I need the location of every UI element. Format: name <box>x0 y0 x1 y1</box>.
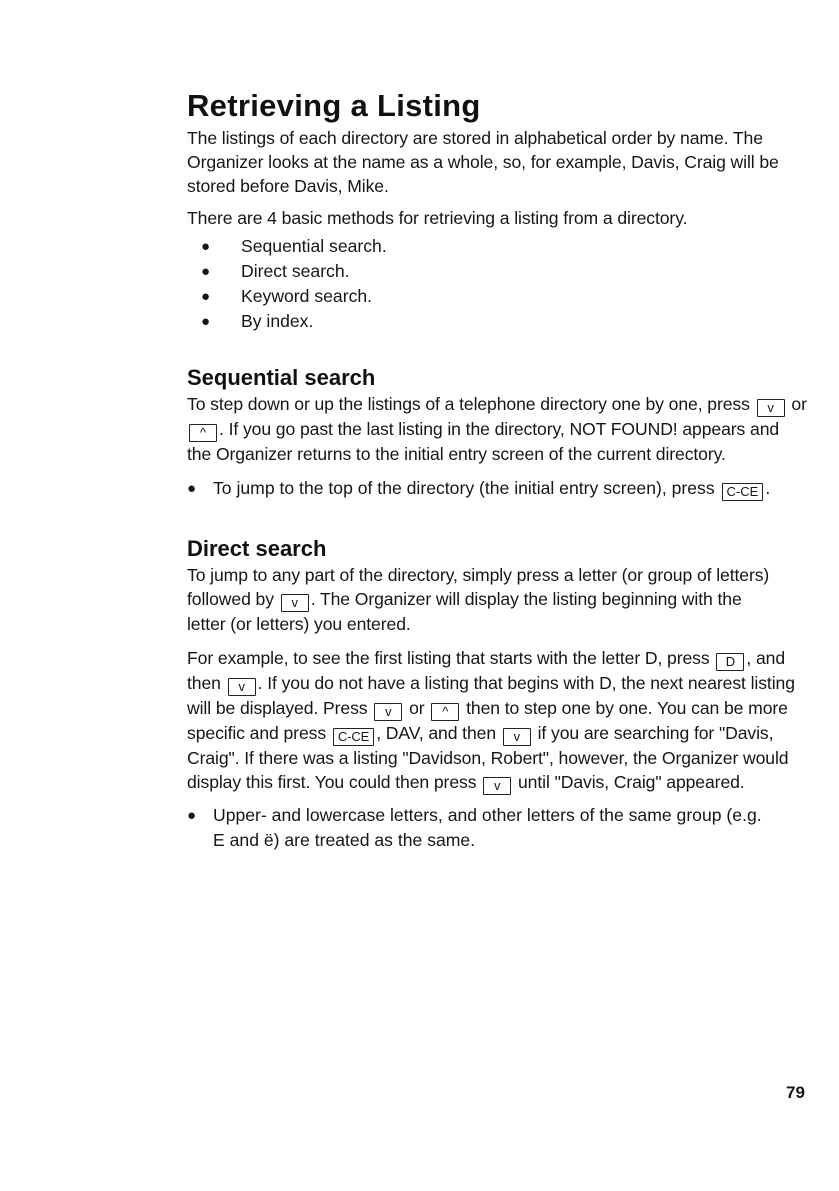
bullet-icon: ● <box>201 238 211 255</box>
down-key-icon: v <box>228 678 256 696</box>
cce-key-icon: C-CE <box>722 483 764 501</box>
page-number: 79 <box>786 1083 805 1102</box>
bullet-icon: ● <box>187 480 197 497</box>
down-key-icon: v <box>281 594 309 612</box>
direct-note: ● Upper- and lowercase letters, and other letters of the same group (e.g. E and ë) are treated as the same. <box>187 805 762 850</box>
direct-notes <box>187 803 807 853</box>
sequential-notes <box>187 476 807 501</box>
method-item: ● Sequential search. <box>201 234 807 259</box>
bullet-icon: ● <box>201 288 211 305</box>
method-item: ● Direct search. <box>201 259 807 284</box>
up-key-icon: ^ <box>431 703 459 721</box>
bullet-icon: ● <box>201 313 211 330</box>
down-key-icon: v <box>374 703 402 721</box>
sequential-paragraph: To step down or up the listings of a telephone directory one by one, press v or ^ . If you go past the last listing in the directory, NOT FOUND! appears and the Organizer returns to the initial entry screen of the current directory. <box>187 394 807 464</box>
sequential-note: ● To jump to the top of the directory (the initial entry screen), press C-CE . <box>187 478 771 499</box>
down-key-icon: v <box>483 777 511 795</box>
direct-paragraph-1: To jump to any part of the directory, simply press a letter (or group of letters) followed by v . The Organizer will display the listing beginning with the letter (or letters) you entered. <box>187 565 770 634</box>
methods-list <box>201 234 807 334</box>
d-key-icon: D <box>716 653 744 671</box>
page-content <box>187 86 807 853</box>
page-title: Retrieving a Listing <box>187 88 481 123</box>
direct-paragraph-2: For example, to see the first listing that starts with the letter D, press D , and then v . If you do not have a listing that begins with D, the next nearest listing will be displayed. Press v or ^ then to step one by one. You can be more specific and press C-CE , DAV, and then v if you are searching for "Davis, Craig". If there was a listing "Davidson, Robert", however, the Organizer would display this first. You could then press v until "Davis, Craig" appeared. <box>187 648 795 793</box>
section-heading-direct: Direct search <box>187 536 327 561</box>
cce-key-icon: C-CE <box>333 728 374 746</box>
intro-paragraph: The listings of each directory are stored in alphabetical order by name. The Organizer looks at the name as a whole, so, for example, Davis, Craig will be stored before Davis, Mike. <box>187 128 779 196</box>
up-key-icon: ^ <box>189 424 217 442</box>
method-item: ● Keyword search. <box>201 284 807 309</box>
down-key-icon: v <box>503 728 531 746</box>
down-key-icon: v <box>757 399 785 417</box>
section-heading-sequential: Sequential search <box>187 365 376 390</box>
bullet-icon: ● <box>187 807 197 824</box>
methods-intro: There are 4 basic methods for retrieving a listing from a directory. <box>187 208 688 228</box>
method-item: ● By index. <box>201 309 807 334</box>
bullet-icon: ● <box>201 263 211 280</box>
